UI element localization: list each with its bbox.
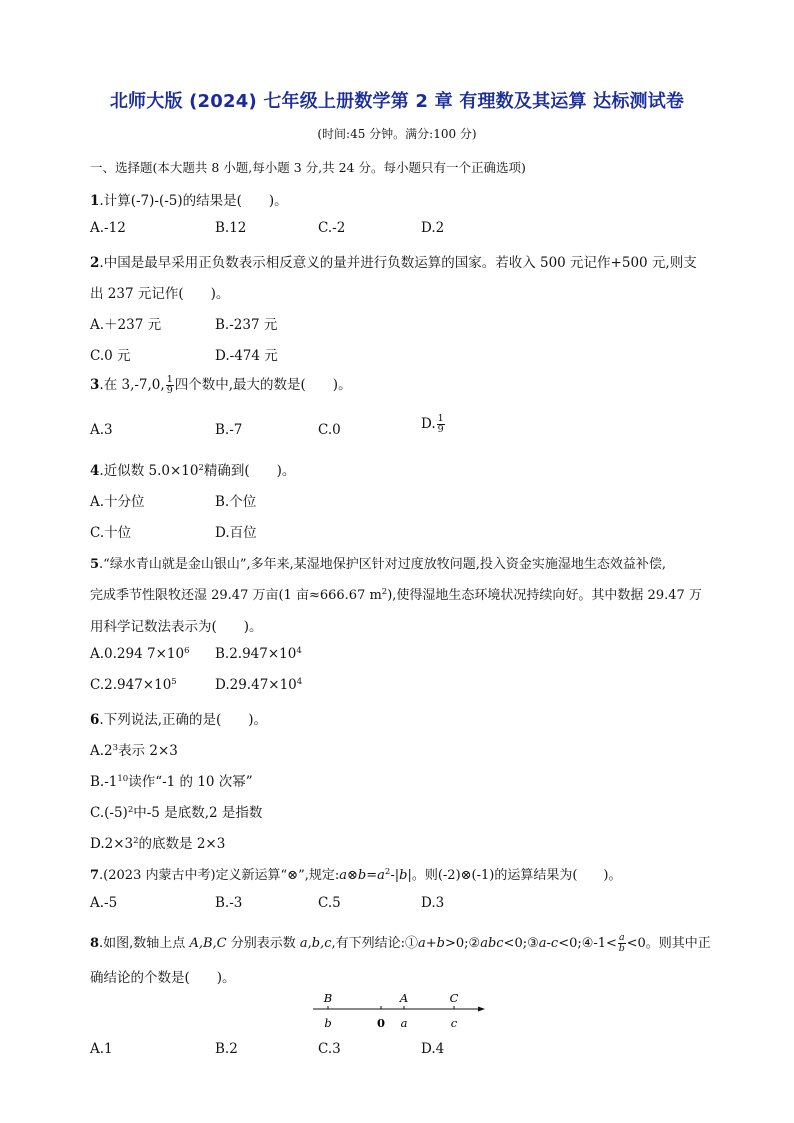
question-5 <box>90 553 666 572</box>
fraction-denominator: b <box>618 943 625 954</box>
fraction-numerator: 1 <box>437 413 444 424</box>
superscript: 2 <box>198 463 204 473</box>
value-label-a: a <box>400 1016 408 1030</box>
value-label-b: b <box>324 1016 332 1030</box>
fraction <box>618 933 626 954</box>
fraction <box>166 375 174 396</box>
q3-option-b: B.-7 <box>215 422 243 438</box>
question-text-pre: .(2023 内蒙古中考)定义新运算“⊗”,规定: <box>99 868 340 883</box>
operator: ⊗ <box>347 868 358 883</box>
q8-option-b: B.2 <box>215 1041 238 1057</box>
q7-option-a: A.-5 <box>90 895 118 911</box>
superscript: 2 <box>384 867 391 877</box>
superscript: 2 <box>133 836 139 846</box>
option-text-post: 读作“-1 的 10 次幂” <box>128 774 253 790</box>
q7-option-b: B.-3 <box>215 895 243 911</box>
superscript: 3 <box>112 743 119 753</box>
conclusion-2: abc <box>480 936 504 951</box>
question-number: 7 <box>90 868 100 883</box>
formula-text: -| <box>390 868 400 883</box>
q2-option-b: B.-237 元 <box>215 317 278 333</box>
arrow-head <box>478 1007 485 1012</box>
q4-option-b: B.个位 <box>215 494 257 510</box>
q5-option-a <box>90 646 189 662</box>
point-label-c: C <box>449 991 459 1005</box>
fraction-numerator: 1 <box>166 374 173 385</box>
q8-option-c: C.3 <box>318 1041 341 1057</box>
question-8 <box>90 932 711 954</box>
question-text-post: ),使得湿地生态环境状况持续向好。其中数据 29.47 万 <box>387 588 702 603</box>
q8-option-d: D.4 <box>421 1041 445 1057</box>
q3-option-c: C.0 <box>318 422 341 438</box>
question-text: >0;② <box>444 936 481 951</box>
point-label-b: B <box>323 991 333 1005</box>
option-text-pre: B.-1 <box>90 774 118 790</box>
q4-option-d: D.百位 <box>215 525 257 541</box>
page-title: 北师大版 (2024) 七年级上册数学第 2 章 有理数及其运算 达标测试卷 <box>109 91 685 112</box>
question-text: .下列说法,正确的是( )。 <box>99 712 268 728</box>
q2-option-a: A.＋237 元 <box>90 317 162 333</box>
option-text: D.29.47×10 <box>215 677 297 693</box>
q5-option-b <box>215 646 302 662</box>
question-text-post: 精确到( )。 <box>203 463 296 479</box>
question-text: .“绿水青山就是金山银山”,多年来,某湿地保护区针对过度放牧问题,投入资金实施湿地生态效益补偿, <box>99 557 667 572</box>
q1-option-c: C.-2 <box>318 220 346 236</box>
question-text: <0;④-1< <box>558 936 617 951</box>
question-4 <box>90 459 295 479</box>
question-text-post: 四个数中,最大的数是( )。 <box>174 377 352 393</box>
question-2-line-2: 出 237 元记作( )。 <box>90 286 230 302</box>
q4-option-c: C.十位 <box>90 525 132 541</box>
q2-option-d: D.-474 元 <box>215 348 278 364</box>
point-label-a: A <box>399 991 409 1005</box>
section-heading: 一、选择题(本大题共 8 小题,每小题 3 分,共 24 分。每小题只有一个正确选项) <box>90 160 526 175</box>
q5-option-c <box>90 677 177 693</box>
conclusion-1: a+b <box>418 936 445 951</box>
q1-option-a: A.-12 <box>90 220 126 236</box>
q7-option-d: D.3 <box>421 895 445 911</box>
question-5-line-2 <box>90 584 702 603</box>
q1-option-d: D.2 <box>421 220 445 236</box>
superscript: 2 <box>381 587 388 597</box>
page-subtitle: (时间:45 分钟。满分:100 分) <box>317 127 477 141</box>
question-number: 2 <box>90 255 100 271</box>
number-line-figure <box>305 990 490 1035</box>
question-text: ,有下列结论:① <box>331 936 419 951</box>
option-text-post: 的底数是 2×3 <box>138 836 226 852</box>
q2-option-c: C.0 元 <box>90 348 131 364</box>
q1-option-b: B.12 <box>215 220 247 236</box>
superscript: 6 <box>184 646 190 656</box>
q3-option-d <box>421 414 446 435</box>
fraction-denominator: 9 <box>437 424 444 435</box>
question-text-post: <0。则其中正 <box>626 936 711 951</box>
question-number: 6 <box>90 712 100 728</box>
question-number: 4 <box>90 463 100 479</box>
option-text-post: 中-5 是底数,2 是指数 <box>133 805 263 821</box>
superscript: 10 <box>117 774 129 784</box>
question-number: 1 <box>90 193 100 209</box>
question-number: 3 <box>90 377 100 393</box>
conclusion-3: a-c <box>538 936 559 951</box>
superscript: 5 <box>171 677 177 687</box>
fraction-denominator: 9 <box>166 385 173 396</box>
question-text-post: |。则(-2)⊗(-1)的运算结果为( )。 <box>407 868 622 883</box>
option-letter: D. <box>421 416 436 432</box>
q3-option-a: A.3 <box>90 422 113 438</box>
option-text: B.2.947×10 <box>215 646 297 662</box>
question-3 <box>90 373 352 396</box>
question-text-pre: .在 3,-7,0, <box>99 377 165 393</box>
question-1 <box>90 189 288 209</box>
option-text-pre: C.(-5) <box>90 805 128 821</box>
variable-b: b <box>357 868 367 883</box>
option-text: C.2.947×10 <box>90 677 172 693</box>
variables-label: a,b,c <box>299 936 332 951</box>
q8-option-a: A.1 <box>90 1041 113 1057</box>
fraction-numerator: a <box>618 932 625 943</box>
question-text: .计算(-7)-(-5)的结果是( )。 <box>99 193 288 209</box>
question-text: <0;③ <box>503 936 539 951</box>
superscript: 4 <box>296 646 302 656</box>
question-text: 分别表示数 <box>226 936 300 951</box>
equals-sign: = <box>366 868 378 883</box>
superscript: 4 <box>296 677 303 687</box>
q6-option-d <box>90 832 225 852</box>
question-6 <box>90 708 267 728</box>
variable-b: b <box>399 868 408 883</box>
option-text-pre: A.2 <box>90 743 113 759</box>
option-text-pre: D.2×3 <box>90 836 134 852</box>
q7-option-c: C.5 <box>318 895 341 911</box>
value-label-zero: 0 <box>376 1016 386 1030</box>
option-text-post: 表示 2×3 <box>118 743 178 759</box>
points-label: A,B,C <box>189 936 227 951</box>
question-8-line-2: 确结论的个数是( )。 <box>90 970 236 986</box>
q6-option-b <box>90 770 253 790</box>
variable-a: a <box>339 868 348 883</box>
question-text: .中国是最早采用正负数表示相反意义的量并进行负数运算的国家。若收入 500 元记作+500 元,则支 <box>99 255 697 271</box>
fraction <box>437 414 445 435</box>
question-2 <box>90 251 697 271</box>
question-5-line-3: 用科学记数法表示为( )。 <box>90 619 263 635</box>
q6-option-c <box>90 801 262 821</box>
q5-option-d <box>215 677 302 693</box>
variable-a: a <box>377 868 385 883</box>
question-text-pre: .近似数 5.0×10 <box>99 463 199 479</box>
value-label-c: c <box>450 1016 458 1030</box>
question-7 <box>90 864 621 883</box>
option-text: A.0.294 7×10 <box>90 646 185 662</box>
question-number: 5 <box>90 557 100 572</box>
question-text-pre: 完成季节性限牧还湿 29.47 万亩(1 亩≈666.67 m <box>90 588 382 603</box>
superscript: 2 <box>127 805 134 815</box>
question-text-pre: .如图,数轴上点 <box>99 936 190 951</box>
q4-option-a: A.十分位 <box>90 494 145 510</box>
question-number: 8 <box>90 936 100 951</box>
q6-option-a <box>90 739 178 759</box>
